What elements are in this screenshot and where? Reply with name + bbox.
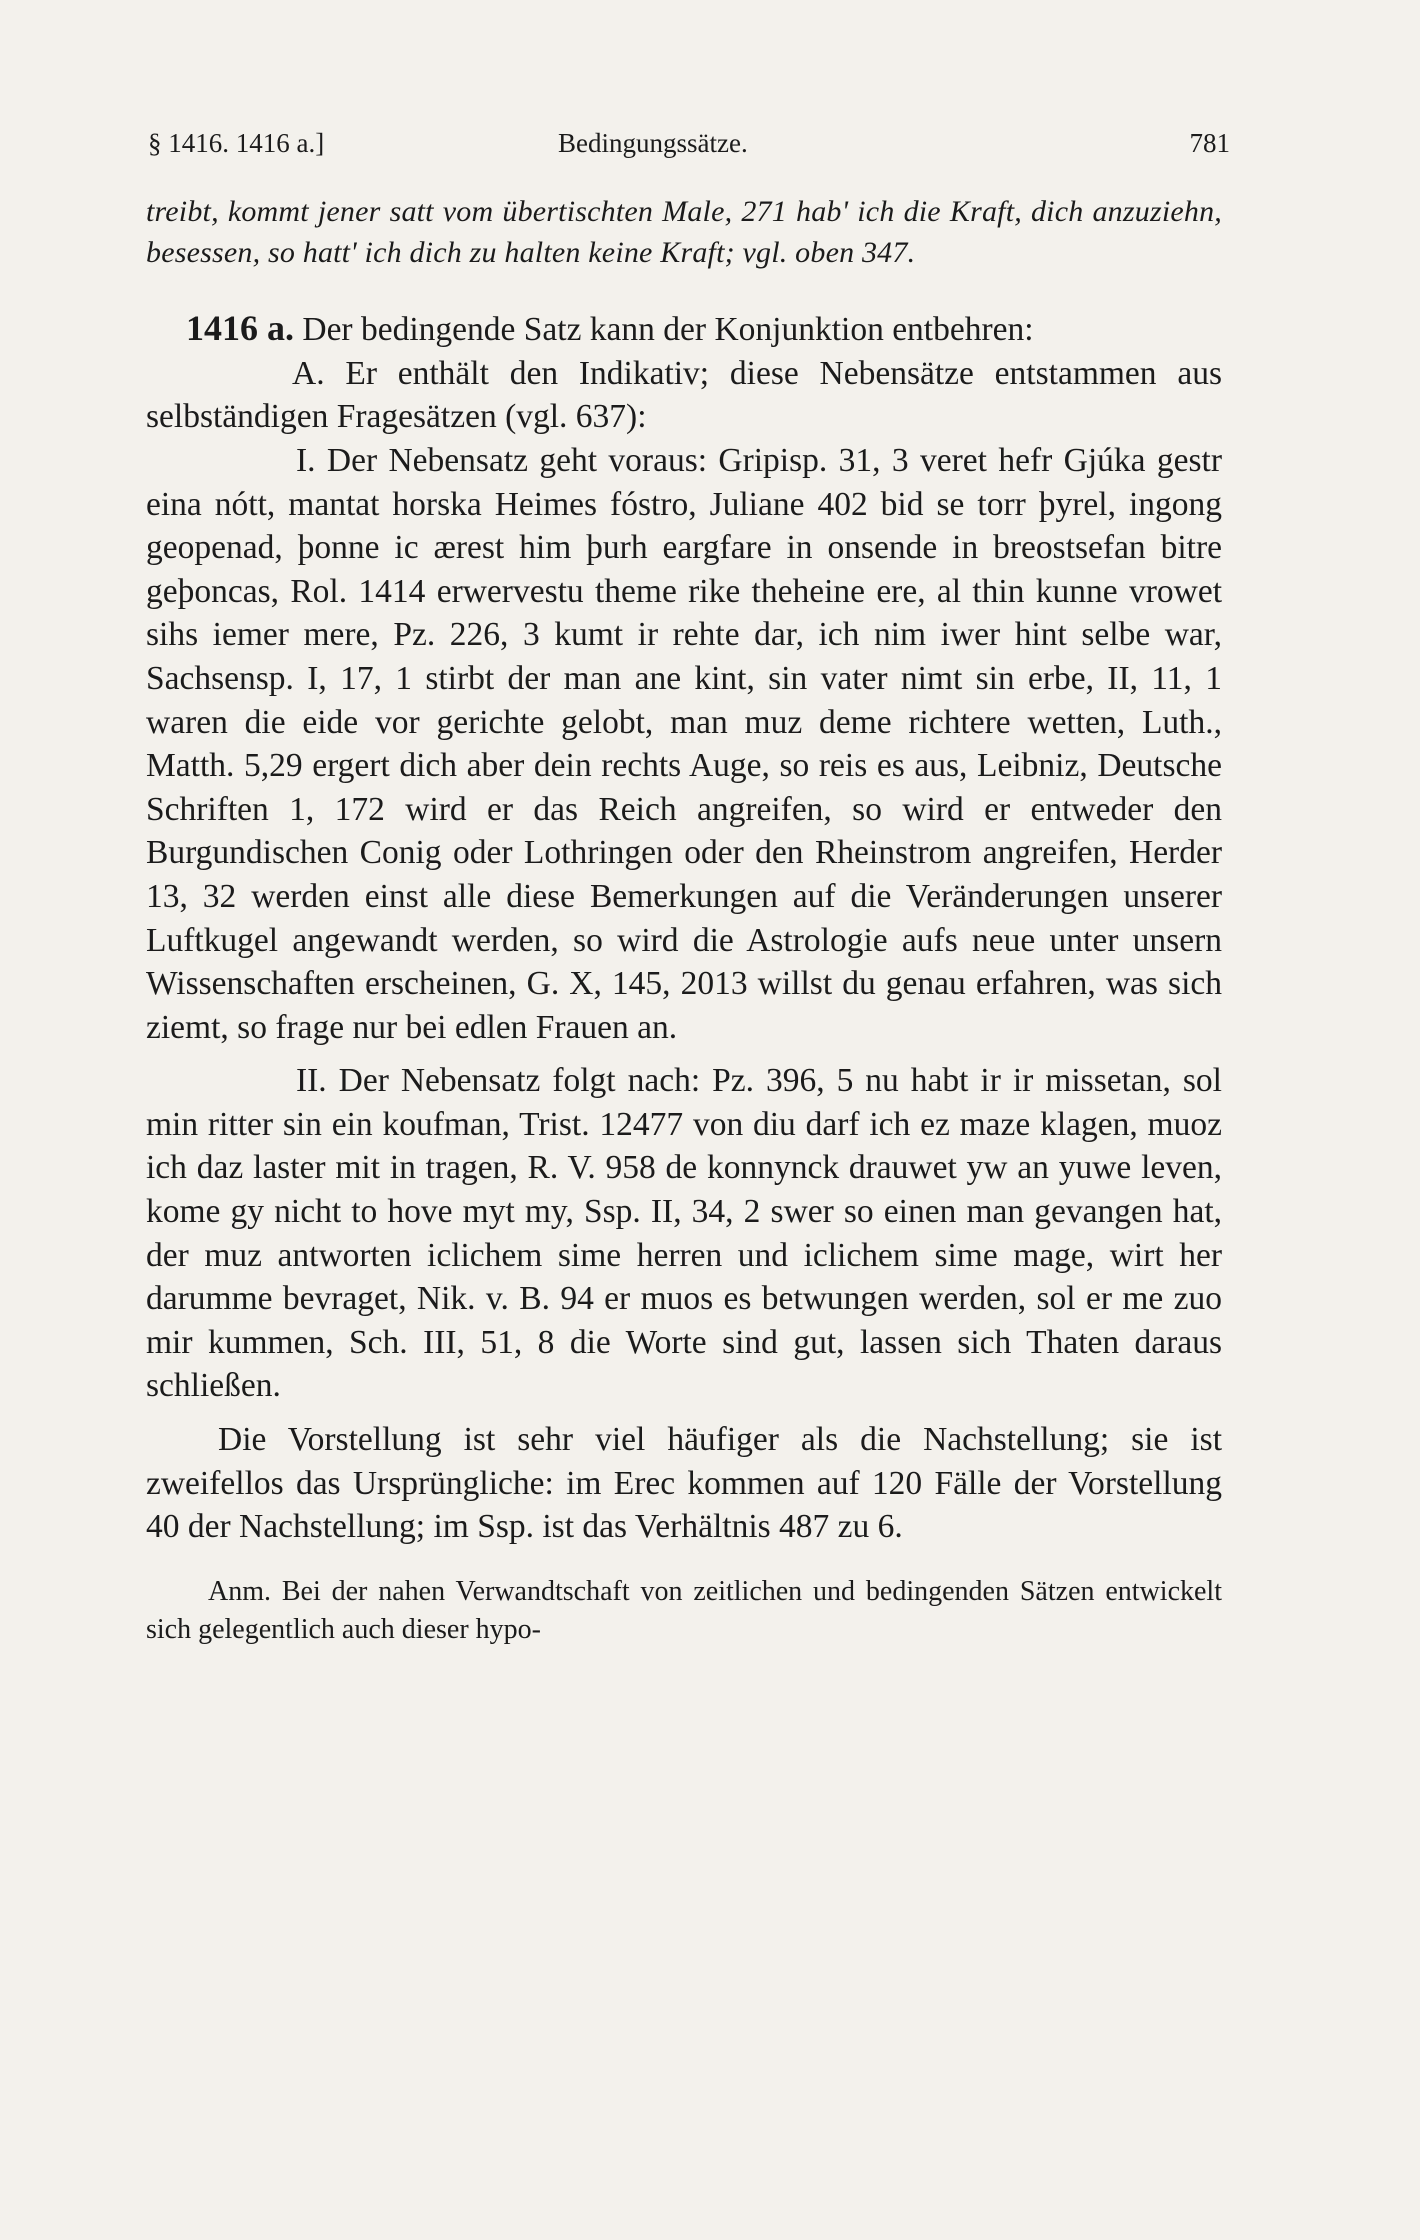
annotation-paragraph: Anm. Bei der nahen Verwandtschaft von zeitlichen und bedingenden Sätzen entwickelt sich gelegentlich auch dieser hypo- — [146, 1575, 1222, 1645]
spacer — [146, 1049, 1222, 1059]
section-1416a-intro — [146, 307, 1222, 352]
section-reference: § 1416. 1416 a.] — [148, 128, 325, 158]
section-number: 1416 a. — [186, 308, 294, 349]
paragraph-a-indicative: A. Er enthält den Indikativ; diese Nebensätze entstammen aus selbständigen Fragesätzen (vgl. 637): — [146, 354, 1222, 436]
continued-example-paragraph: treibt, kommt jener satt vom übertischten Male, 271 hab' ich die Kraft, dich anzuziehn, besessen, so hatt' ich dich zu halten keine Kraft; vgl. oben 347. — [146, 195, 1222, 269]
header-title: Bedingungssätze. — [558, 128, 748, 158]
paragraph-i-nebensatz-voraus: I. Der Nebensatz geht voraus: Gripisp. 31, 3 veret hefr Gjúka gestr eina nótt, mantat horska Heimes fóstro, Juliane 402 bid se torr þyrel, ingong geopenad, þonne ic ærest him þurh eargfare in onsende in breostsefan bitre geþoncas, Rol. 1414 erwervestu theme rike theheine ere, al thin kunne vrowet sihs iemer mere, Pz. 226, 3 kumt ir rehte dar, ich nim iwer hint selbe war, Sachsensp. I, 17, 1 stirbt der man ane kint, sin vater nimt sin erbe, II, 11, 1 waren die eide vor gerichte gelobt, man muz deme richtere wetten, Luth., Matth. 5,29 ergert dich aber dein rechts Auge, so reis es aus, Leibniz, Deutsche Schriften 1, 172 wird er das Reich angreifen, so wird er entweder den Burgundischen Conig oder Lothringen oder den Rheinstrom angreifen, Herder 13, 32 werden einst alle diese Bemerkungen auf die Veränderungen unserer Luftkugel angewandt werden, so wird die Astrologie aufs neue unter unsern Wissenschaften erscheinen, G. X, 145, 2013 willst du genau erfahren, was sich ziemt, so frage nur bei edlen Frauen an. — [146, 441, 1222, 1046]
page-body — [146, 192, 1222, 1649]
running-header — [148, 128, 1230, 168]
paragraph-ii-nebensatz-nach: II. Der Nebensatz folgt nach: Pz. 396, 5 nu habt ir ir missetan, sol min ritter sin ein koufman, Trist. 12477 von diu darf ich ez maze klagen, muoz ich daz laster mit in tragen, R. V. 958 de konnynck drauwet yw an yuwe leven, kome gy nicht to hove myt my, Ssp. II, 34, 2 swer so einen man gevangen hat, der muz antworten iclichem sime herren und iclichem sime mage, wirt her darumme bevraget, Nik. v. B. 94 er muos es betwungen werden, sol er me zuo mir kummen, Sch. III, 51, 8 die Worte sind gut, lassen sich Thaten daraus schließen. — [146, 1062, 1222, 1405]
page-number: 781 — [1189, 128, 1230, 158]
spacer — [146, 1408, 1222, 1418]
section-intro-text: Der bedingende Satz kann der Konjunktion entbehren: — [302, 311, 1034, 349]
paragraph-vorstellung: Die Vorstellung ist sehr viel häufiger als die Nachstellung; sie ist zweifellos das Ursprüngliche: im Erec kommen auf 120 Fälle der Vorstellung 40 der Nachstellung; im Ssp. ist das Verhältnis 487 zu 6. — [146, 1421, 1222, 1546]
